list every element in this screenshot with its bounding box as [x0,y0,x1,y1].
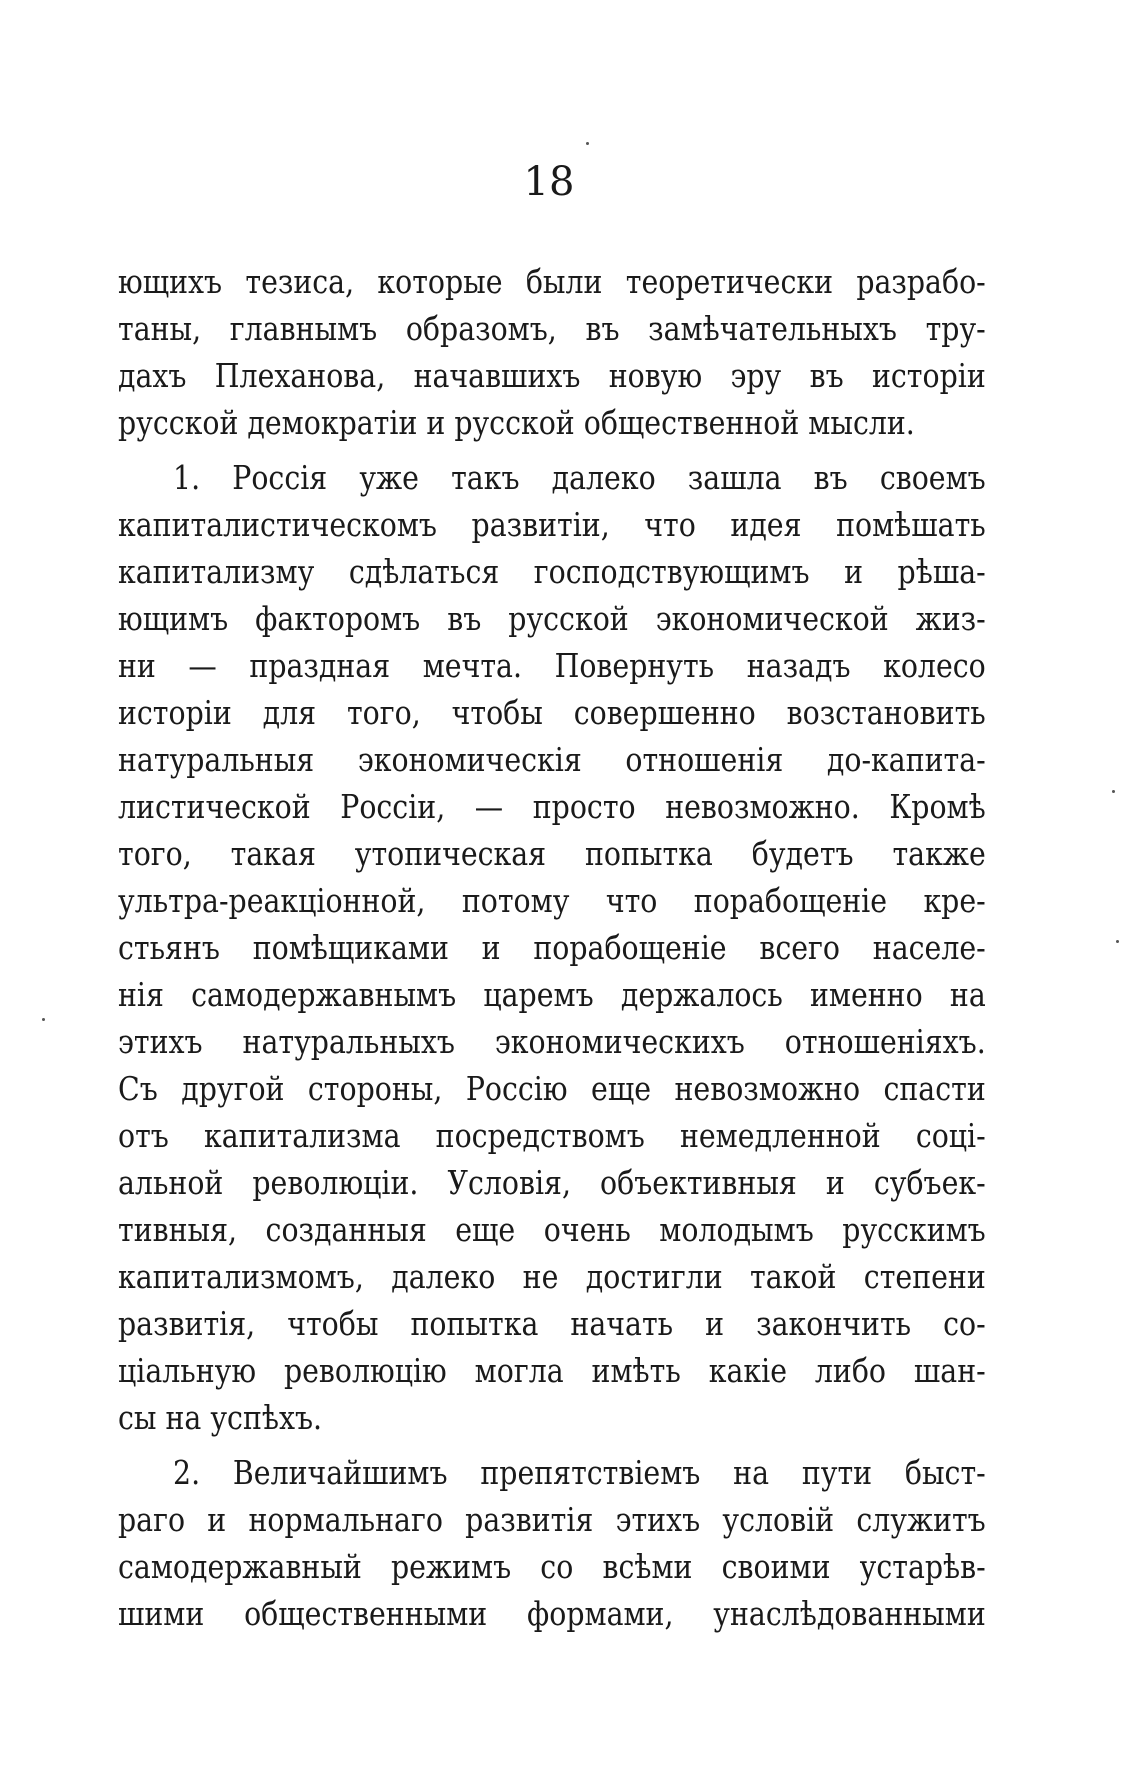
text-line [118,399,986,446]
paragraph-gap [118,1441,986,1449]
paragraph-gap [118,446,986,454]
text-line [118,1159,986,1206]
text-line [118,1449,986,1496]
text-line-content: исторіи для того, чтобы совершенно возстановить [118,693,986,732]
text-line-content: тивныя, созданныя еще очень молодымъ русскимъ [118,1210,986,1249]
text-line [118,1018,986,1065]
text-line [118,1347,986,1394]
text-line-content: листической Россіи, — просто невозможно. Кромѣ [118,787,986,826]
text-line [118,454,986,501]
text-line-content: ціальную революцію могла имѣть какіе либо шан- [118,1351,986,1390]
text-line [118,1394,986,1441]
text-line [118,1543,986,1590]
text-line [118,1300,986,1347]
text-line [118,689,986,736]
text-line-content: капитализмомъ, далеко не достигли такой степени [118,1257,986,1296]
text-line-content: этихъ натуральныхъ экономическихъ отношеніяхъ. [118,1022,986,1061]
text-line [118,1065,986,1112]
text-line-content: альной революціи. Условія, объективныя и субъек- [118,1163,986,1202]
text-line-content: шими общественными формами, унаслѣдованными [118,1594,986,1633]
text-line-content: русской демократіи и русской общественной мысли. [118,403,915,442]
text-line [118,736,986,783]
text-line [118,783,986,830]
text-line [118,548,986,595]
page-number: 18 [523,159,575,205]
text-line-content: нія самодержавнымъ царемъ держалось именно на [118,975,986,1014]
scan-speck [1112,790,1115,793]
text-line-content: натуральныя экономическія отношенія до-капита- [118,740,986,779]
text-line-content: капитализму сдѣлаться господствующимъ и рѣша- [118,552,986,591]
text-line [118,971,986,1018]
text-line-content: развитія, чтобы попытка начать и закончить со- [118,1304,986,1343]
text-line [118,1496,986,1543]
text-line [118,1590,986,1637]
scan-speck [1116,940,1119,943]
text-line-content: ющихъ тезиса, которые были теоретически разрабо- [118,262,986,301]
text-line-content: дахъ Плеханова, начавшихъ новую эру въ исторіи [118,356,986,395]
text-line-content: ющимъ факторомъ въ русской экономической жиз- [118,599,986,638]
text-line-content: 2. Величайшимъ препятствіемъ на пути быст- [173,1453,986,1492]
text-line-content: отъ капитализма посредствомъ немедленной соці- [118,1116,986,1155]
text-line [118,501,986,548]
text-line [118,877,986,924]
text-line-content: раго и нормальнаго развитія этихъ условій служитъ [118,1500,986,1539]
scan-speck [42,1018,45,1021]
text-line [118,924,986,971]
text-line-content: стьянъ помѣщиками и порабощеніе всего населе- [118,928,986,967]
scan-speck [586,142,589,145]
text-line [118,642,986,689]
text-line-content: 1. Россія уже такъ далеко зашла въ своемъ [173,458,986,497]
text-line-content: самодержавный режимъ со всѣми своими устарѣв- [118,1547,986,1586]
text-line-content: сы на успѣхъ. [118,1398,323,1437]
text-line-content: ни — праздная мечта. Повернуть назадъ колесо [118,646,986,685]
text-line-content: Съ другой стороны, Россію еще невозможно спасти [118,1069,986,1108]
text-line-content: капиталистическомъ развитіи, что идея помѣшать [118,505,986,544]
text-line-content: ультра-реакціонной, потому что порабощеніе кре- [118,881,986,920]
text-line [118,595,986,642]
text-line-content: таны, главнымъ образомъ, въ замѣчательныхъ тру- [118,309,986,348]
body-text [118,258,986,1637]
text-line [118,305,986,352]
text-line [118,1206,986,1253]
text-line [118,1112,986,1159]
text-line [118,258,986,305]
text-line-content: того, такая утопическая попытка будетъ также [118,834,986,873]
text-line [118,830,986,877]
text-line [118,352,986,399]
text-line [118,1253,986,1300]
